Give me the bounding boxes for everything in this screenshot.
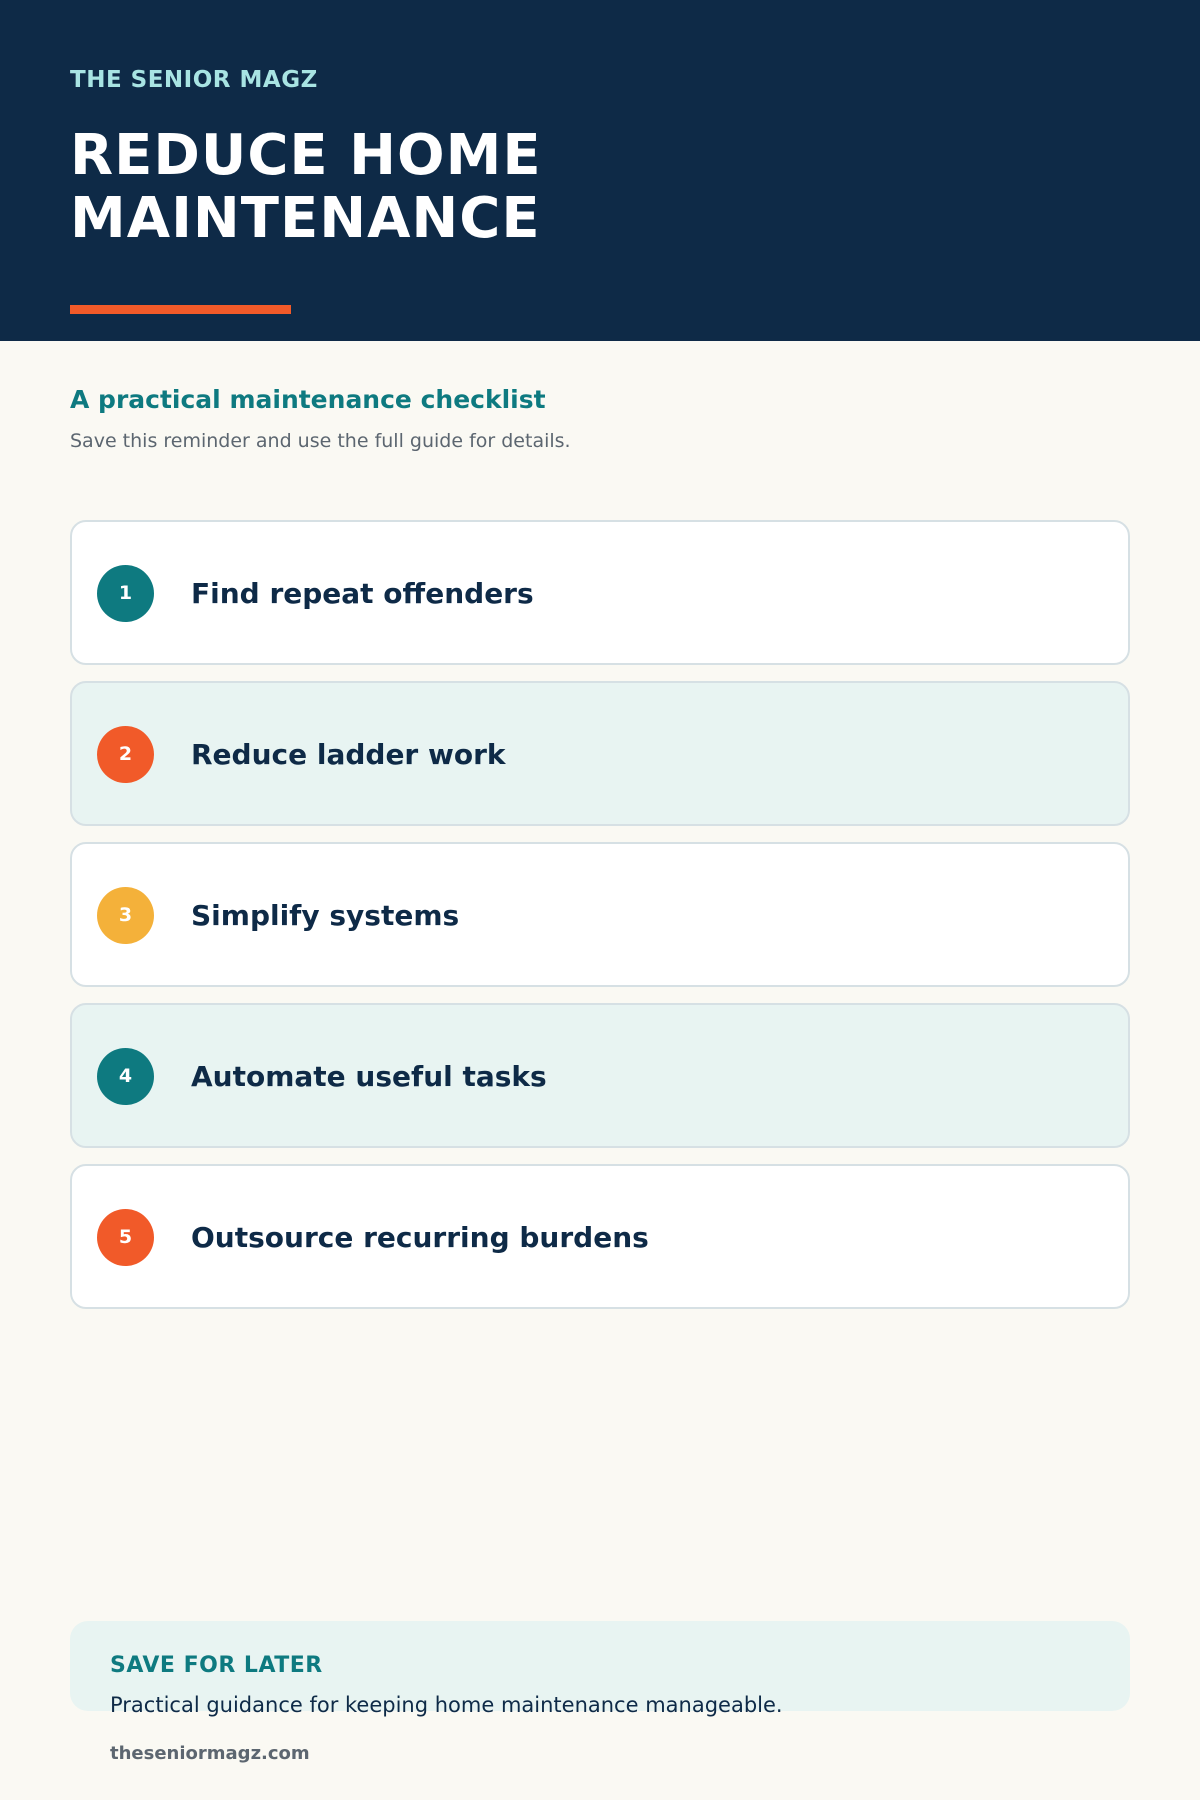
intro-text: Save this reminder and use the full guide for details. xyxy=(70,430,571,452)
checklist-item xyxy=(70,1164,1130,1309)
checklist-item-label: Outsource recurring burdens xyxy=(191,1221,649,1254)
step-number-badge: 3 xyxy=(97,887,154,944)
checklist-item-label: Simplify systems xyxy=(191,899,460,932)
step-number-badge: 2 xyxy=(97,726,154,783)
header-banner xyxy=(0,0,1200,341)
checklist-subtitle: A practical maintenance checklist xyxy=(70,385,546,414)
checklist-item xyxy=(70,681,1130,826)
checklist-item-label: Find repeat offenders xyxy=(191,577,534,610)
checklist xyxy=(70,520,1130,1325)
checklist-item-label: Reduce ladder work xyxy=(191,738,506,771)
checklist-item xyxy=(70,842,1130,987)
footer-text: Practical guidance for keeping home maintenance manageable. xyxy=(110,1693,783,1717)
page-title: REDUCE HOME MAINTENANCE xyxy=(70,123,542,251)
checklist-item xyxy=(70,520,1130,665)
step-number-badge: 1 xyxy=(97,565,154,622)
footer-heading: SAVE FOR LATER xyxy=(110,1653,323,1678)
checklist-item-label: Automate useful tasks xyxy=(191,1060,547,1093)
accent-divider xyxy=(70,305,291,314)
brand-name: THE SENIOR MAGZ xyxy=(70,67,318,93)
checklist-item xyxy=(70,1003,1130,1148)
step-number-badge: 5 xyxy=(97,1209,154,1266)
website-url: theseniormagz.com xyxy=(110,1743,310,1764)
step-number-badge: 4 xyxy=(97,1048,154,1105)
